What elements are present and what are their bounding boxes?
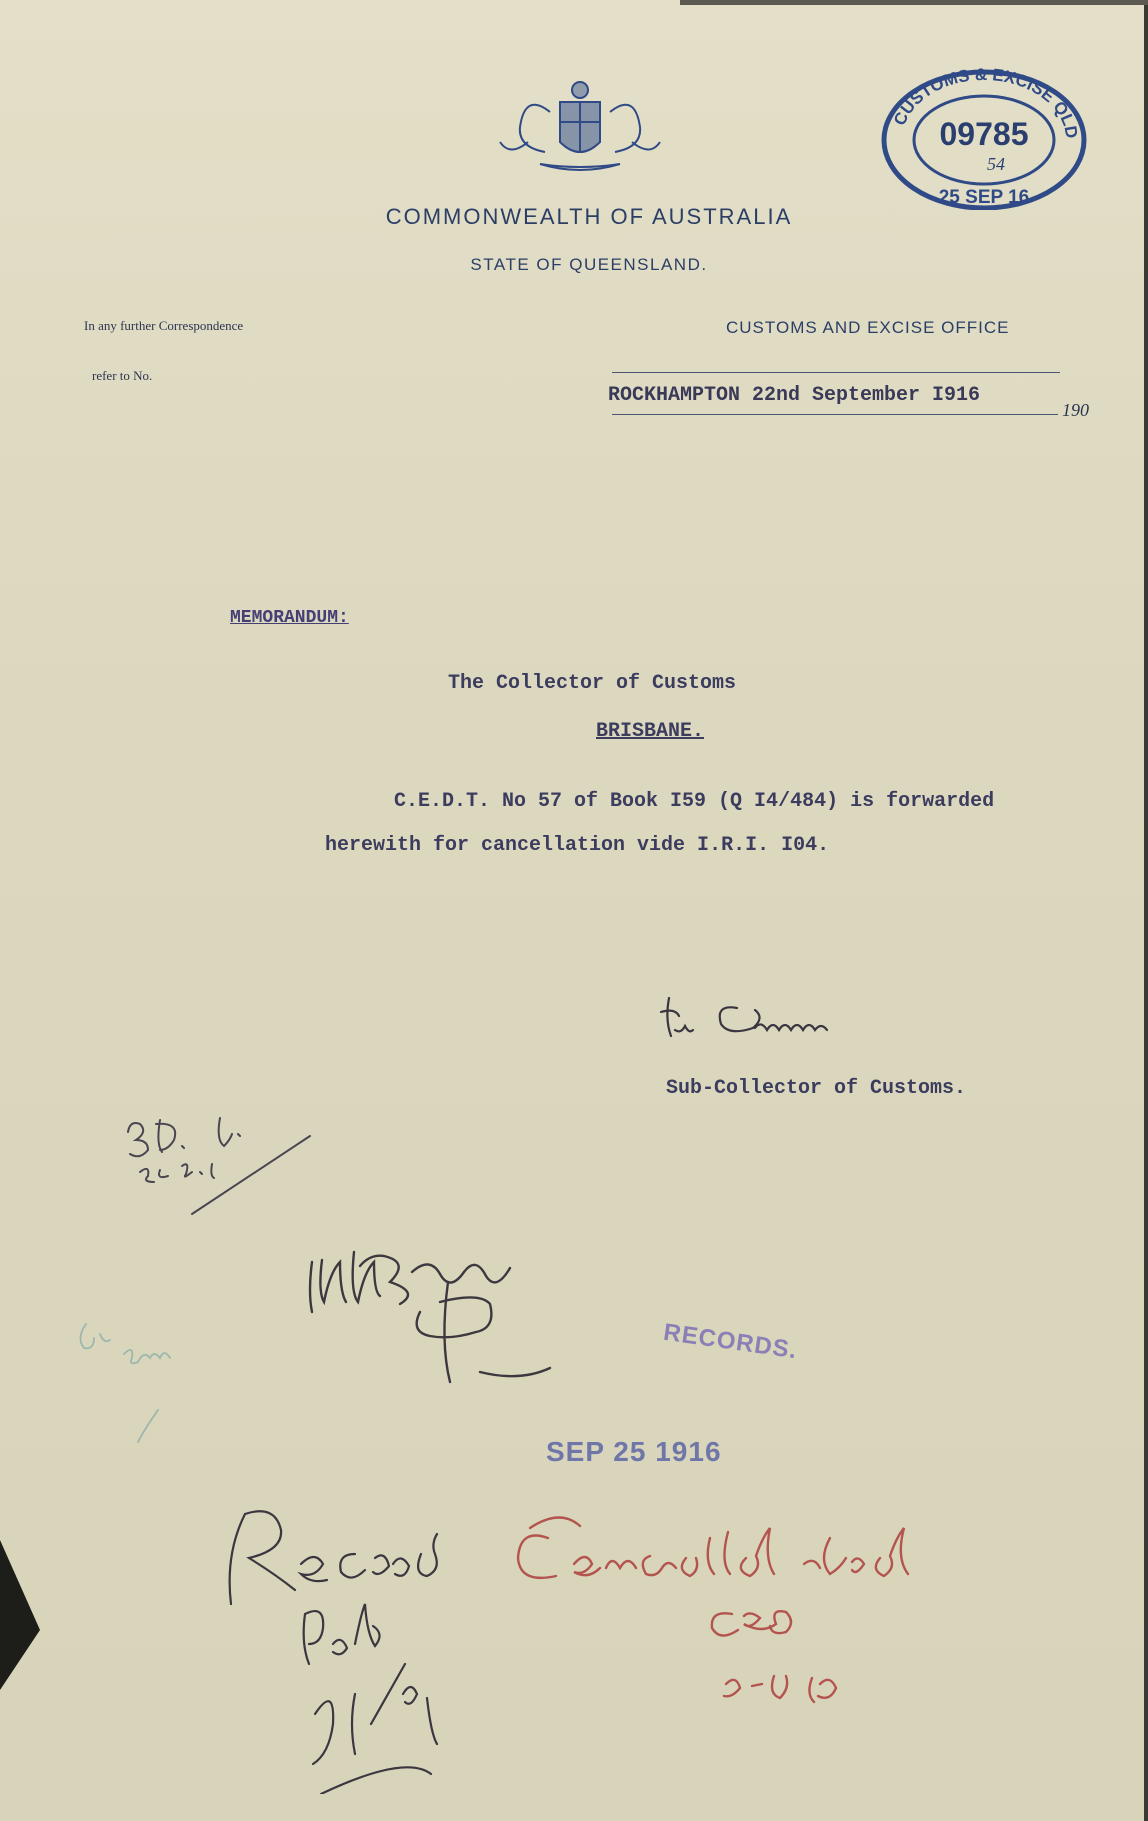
signatory-title: Sub-Collector of Customs. [666, 1077, 967, 1100]
refer-note: refer to No. [92, 368, 153, 383]
faint-pencil-note [64, 1314, 214, 1454]
memo-body-line: C.E.D.T. No 57 of Book I59 (Q I4/484) is forwarded [394, 790, 995, 813]
handwritten-cancelled-note [500, 1498, 940, 1718]
handwritten-signature [655, 990, 895, 1050]
handwritten-initials-date [120, 1110, 320, 1220]
memo-city: BRISBANE. [596, 720, 705, 743]
received-date-stamp-text: SEP 25 1916 [546, 1436, 722, 1467]
divider [612, 414, 1058, 415]
coat-of-arms-emblem [490, 72, 670, 182]
letterhead-heading: COMMONWEALTH OF AUSTRALIA [385, 204, 793, 229]
place-date: ROCKHAMPTON 22nd September I916 [608, 384, 981, 407]
received-date-stamp [874, 60, 1094, 210]
memo-addressee: The Collector of Customs [448, 672, 737, 695]
office-name: CUSTOMS AND EXCISE OFFICE [726, 318, 1010, 337]
correspondence-note: In any further Correspondence [84, 318, 244, 333]
printed-year-prefix: 190 [1062, 400, 1089, 420]
memo-body-line: herewith for cancellation vide I.R.I. I04. [325, 834, 830, 857]
letterhead-state: STATE OF QUEENSLAND. [470, 255, 708, 274]
stamp-number: 09785 [939, 116, 1029, 152]
stamp-handwritten-note: 54 [987, 154, 1005, 174]
records-stamp: RECORDS. [661, 1318, 799, 1365]
torn-corner [0, 1540, 40, 1690]
stamp-date: 25 SEP 16 [938, 187, 1030, 208]
handwritten-records-note [205, 1494, 545, 1794]
memo-heading: MEMORANDUM: [230, 608, 349, 628]
handwritten-annotation [300, 1232, 660, 1402]
divider [612, 372, 1060, 373]
stamp-ring-text: CUSTOMS & EXCISE QLD [889, 64, 1082, 140]
page-edge-top [680, 0, 1148, 5]
